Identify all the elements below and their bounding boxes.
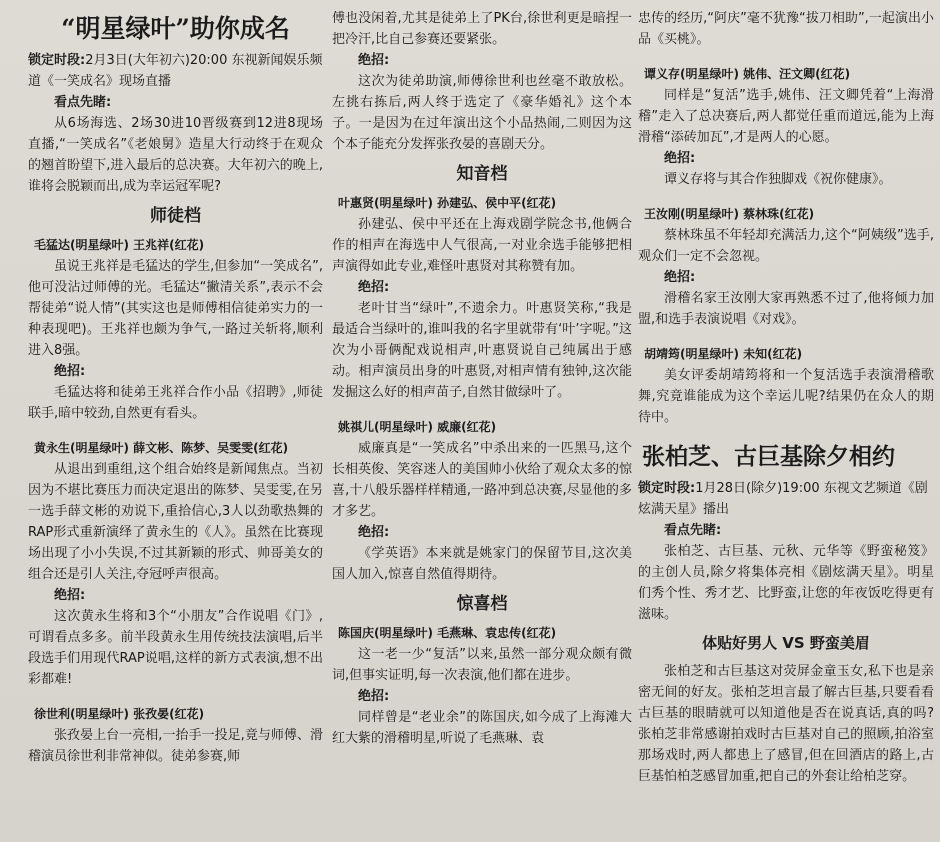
trick-label: 绝招: <box>664 151 696 166</box>
lock-time-text: 2月3日(大年初六)20:00 东视新闻娱乐频道《一笑成名》现场直播 <box>28 53 323 89</box>
act-heading: 胡靖筠(明星绿叶) 未知(红花) <box>644 347 803 361</box>
preview-label: 看点先睹: <box>54 95 112 110</box>
trick-text: 《学英语》本来就是姚家门的保留节目,这次美国人加入,惊喜自然值得期待。 <box>332 546 632 582</box>
column-3 <box>638 0 934 842</box>
act-text: 这一老一少“复活”以来,虽然一部分观众颇有微词,但事实证明,每一次表演,他们都在进步。 <box>332 647 632 683</box>
act-heading: 谭义存(明星绿叶) 姚伟、汪文卿(红花) <box>644 67 851 81</box>
act-heading: 毛猛达(明星绿叶) 王兆祥(红花) <box>34 238 205 252</box>
trick-text: 滑稽名家王汝刚大家再熟悉不过了,他将倾力加盟,和选手表演说唱《对戏》。 <box>638 291 934 327</box>
preview-label: 看点先睹: <box>664 523 722 538</box>
trick-label: 绝招: <box>358 525 390 540</box>
act-text: 蔡林珠虽不年轻却充满活力,这个“阿姨级”选手,观众们一定不会忽视。 <box>638 228 934 264</box>
act-text: 同样是“复活”选手,姚伟、汪文卿凭着“上海滑稽”走入了总决赛后,两人都觉任重而道远,能为上海滑稽“添砖加瓦”,才是两人的心愿。 <box>638 88 934 145</box>
trick-label: 绝招: <box>54 588 86 603</box>
preview-text: 张柏芝、古巨基、元秋、元华等《野蛮秘笈》的主创人员,除夕将集体亮相《剧炫满天星》。明星们秀个性、秀才艺、比野蛮,让您的年夜饭吃得更有滋味。 <box>638 544 934 622</box>
act-text: 孙建弘、侯中平还在上海戏剧学院念书,他俩合作的相声在海选中人气很高,一对业余选手能够把相声演得如此专业,难怪叶惠贤对其称赞有加。 <box>332 217 632 274</box>
act-text: 美女评委胡靖筠将和一个复活选手表演滑稽歌舞,究竟谁能成为这个幸运儿呢?结果仍在众人的期待中。 <box>638 368 934 425</box>
preview-text: 从6场海选、2场30进10晋级赛到12进8现场直播,“一笑成名”《老娘舅》造星大行动终于在观众的翘首盼望下,进入最后的总决赛。大年初六的晚上,谁将会脱颖而出,成为幸运冠军呢? <box>28 116 323 194</box>
trick-label: 绝招: <box>664 270 696 285</box>
trick-text: 这次为徒弟助演,师傅徐世利也丝毫不敢放松。左挑右拣后,两人终于选定了《豪华婚礼》这个本子。一是因为在过年演出这个小品热闹,二则因为这个本子能充分发挥张孜晏的喜剧天分。 <box>332 74 632 152</box>
act-heading: 王汝刚(明星绿叶) 蔡林珠(红花) <box>644 207 815 221</box>
act-heading: 黄永生(明星绿叶) 薛文彬、陈梦、吴雯雯(红花) <box>34 441 289 455</box>
article-title: “明星绿叶”助你成名 <box>61 14 290 43</box>
act-heading: 徐世利(明星绿叶) 张孜晏(红花) <box>34 707 205 721</box>
column-1 <box>28 0 323 842</box>
lock-time <box>28 50 323 92</box>
article-title-2: 张柏芝、古巨基除夕相约 <box>642 443 895 470</box>
sub-title: 体贴好男人 VS 野蛮美眉 <box>702 634 870 652</box>
trick-text: 毛猛达将和徒弟王兆祥合作小品《招聘》,师徒联手,暗中较劲,自然更有看头。 <box>28 385 323 421</box>
trick-text: 谭义存将与其合作独脚戏《祝你健康》。 <box>664 172 892 187</box>
act-text-continued: 忠传的经历,“阿庆”毫不犹豫“拔刀相助”,一起演出小品《买桃》。 <box>638 11 934 47</box>
trick-label: 绝招: <box>358 689 390 704</box>
story-text: 张柏芝和古巨基这对荧屏金童玉女,私下也是亲密无间的好友。张柏芝坦言最了解古巨基,只要看看古巨基的眼睛就可以知道他是否在说真话,真的吗?张柏芝非常感谢拍戏时古巨基对自己的照顾,拍浴室那场戏时,两人都患上了感冒,但在回酒店的路上,古巨基怕柏芝感冒加重,把自己的外套让给柏芝穿。 <box>638 664 934 784</box>
section-title-jingxi: 惊喜档 <box>456 594 508 614</box>
section-title-zhiyin: 知音档 <box>456 164 508 184</box>
trick-label: 绝招: <box>358 280 390 295</box>
trick-text: 同样曾是“老业余”的陈国庆,如今成了上海滩大红大紫的滑稽明星,听说了毛燕琳、袁 <box>332 710 632 746</box>
act-heading: 叶惠贤(明星绿叶) 孙建弘、侯中平(红花) <box>338 196 557 210</box>
act-text: 从退出到重组,这个组合始终是新闻焦点。当初因为不堪比赛压力而决定退出的陈梦、吴雯雯,在另一选手薛文彬的劝说下,重拾信心,3人以劲歌热舞的RAP形式重新演绎了黄永生的《人》。虽然在比赛现场出现了小小失误,不过其新颖的形式、帅哥美女的组合还是引人关注,夺冠呼声很高。 <box>28 462 323 582</box>
trick-label: 绝招: <box>54 364 86 379</box>
lock-time-label: 锁定时段: <box>638 481 696 496</box>
act-text: 张孜晏上台一亮相,一抬手一投足,竟与师傅、滑稽演员徐世利非常神似。徒弟参赛,师 <box>28 728 323 764</box>
act-heading: 姚祺儿(明星绿叶) 威廉(红花) <box>338 420 497 434</box>
act-heading: 陈国庆(明星绿叶) 毛燕琳、袁忠传(红花) <box>338 626 557 640</box>
lock-time-text: 1月28日(除夕)19:00 东视文艺频道《剧炫满天星》播出 <box>638 481 928 517</box>
act-text: 威廉真是“一笑成名”中杀出来的一匹黑马,这个长相英俊、笑容迷人的美国帅小伙给了观众太多的惊喜,十八般乐器样样精通,一路冲到总决赛,尽显他的多才多艺。 <box>332 441 632 519</box>
lock-time-label: 锁定时段: <box>28 53 86 68</box>
trick-text: 老叶甘当“绿叶”,不遗余力。叶惠贤笑称,“我是最适合当绿叶的,谁叫我的名字里就带有‘叶’字呢。”这次为小哥俩配戏说相声,叶惠贤说自己纯属出于感动。相声演员出身的叶惠贤,对相声情有独钟,这次能发掘这么好的相声苗子,自然甘做绿叶了。 <box>332 301 632 400</box>
column-2 <box>332 0 632 842</box>
lock-time-2 <box>638 478 934 520</box>
act-text: 虽说王兆祥是毛猛达的学生,但参加“一笑成名”,他可没沾过师傅的光。毛猛达“撇清关系”,表示不会帮徒弟“说人情”(其实这也是师傅相信徒弟实力的一种表现吧)。王兆祥也颇为争气,一路过关斩将,顺利进入8强。 <box>28 259 323 358</box>
trick-label: 绝招: <box>358 53 390 68</box>
section-title-shitu: 师徒档 <box>150 206 201 226</box>
act-text-continued: 傅也没闲着,尤其是徒弟上了PK台,徐世利更是暗捏一把冷汗,比自己参赛还要紧张。 <box>332 11 632 47</box>
trick-text: 这次黄永生将和3个“小朋友”合作说唱《门》,可谓看点多多。前半段黄永生用传统技法演唱,后半段选手们用现代RAP说唱,这样的新方式表演,想不出彩都难! <box>28 609 323 687</box>
